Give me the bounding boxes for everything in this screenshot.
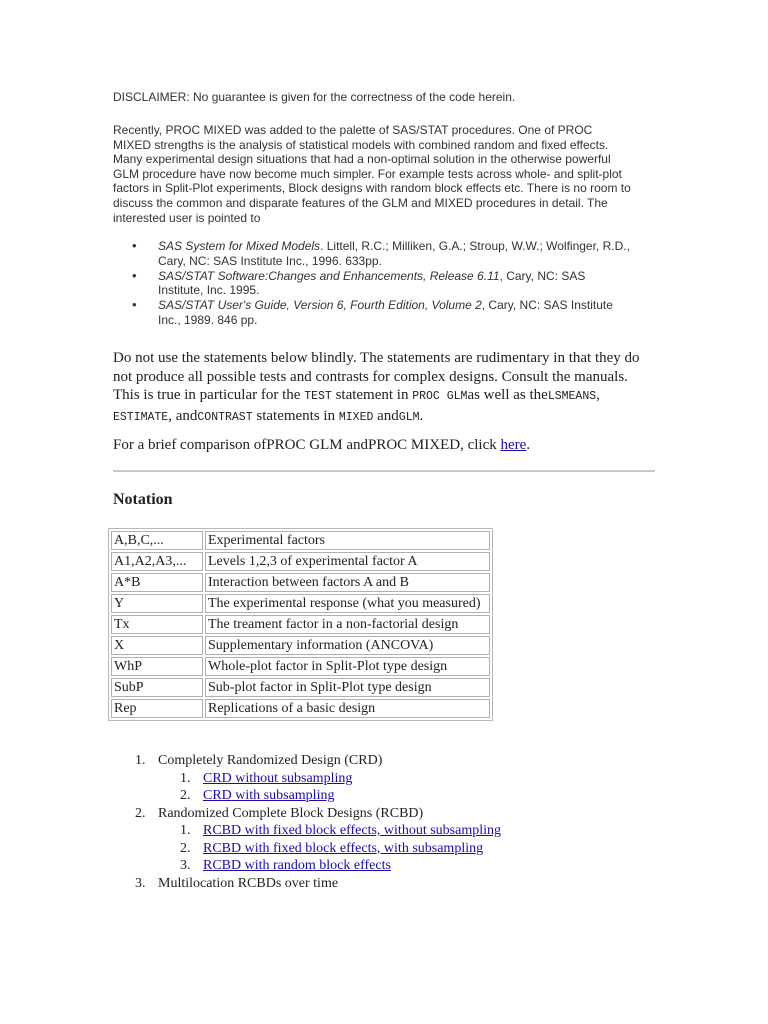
comparison-text: PROC GLM: [266, 437, 343, 453]
table-row: [111, 531, 490, 550]
code-keyword: TEST: [304, 390, 332, 403]
code-keyword: MIXED: [338, 410, 374, 424]
table-row: [111, 552, 490, 571]
list-item: [113, 752, 653, 805]
symbol-cell: X: [111, 636, 203, 655]
caution-line: [113, 386, 653, 407]
reference-details: . Littell, R.C.; Milliken, G.A.; Stroup, W.W.; Wolfinger, R.D.,: [320, 239, 630, 253]
table-row: [111, 594, 490, 613]
symbol-cell: A1,A2,A3,...: [111, 552, 203, 571]
caution-line: not produce all possible tests and contrasts for complex designs. Consult the manuals.: [113, 368, 628, 385]
list-item: [158, 857, 653, 875]
rcbd-random-block-link[interactable]: RCBD with random block effects: [203, 858, 391, 873]
list-number: 1.: [180, 823, 191, 838]
caution-line: [113, 407, 653, 428]
reference-details: , Cary, NC: SAS: [499, 268, 586, 283]
code-keyword: CONTRAST: [197, 410, 253, 424]
intro-line: interested user is pointed to: [113, 210, 261, 225]
comparison-text: PROC MIXED: [368, 437, 461, 453]
meaning-cell: Levels 1,2,3 of experimental factor A: [205, 552, 490, 571]
design-label: Completely Randomized Design (CRD): [158, 753, 383, 768]
reference-item: [113, 269, 673, 298]
table-row: [111, 699, 490, 718]
symbol-cell: A,B,C,...: [111, 531, 203, 550]
caution-text: This is true in particular for the: [113, 387, 305, 403]
reference-item: [113, 298, 673, 327]
bullet-icon: •: [132, 238, 137, 253]
bullet-icon: •: [132, 267, 137, 283]
symbol-cell: SubP: [111, 678, 203, 697]
symbol-cell: A*B: [111, 573, 203, 592]
reference-details: Inc., 1989. 846 pp.: [158, 312, 258, 327]
intro-line: discuss the common and disparate features of the GLM and MIXED procedures in detail. The: [113, 195, 608, 210]
comparison-text: For a brief comparison of: [113, 437, 267, 453]
caution-text: , and: [168, 407, 198, 424]
disclaimer-text: DISCLAIMER: No guarantee is given for the correctness of the code herein.: [113, 90, 516, 104]
list-item: [158, 770, 653, 788]
crd-with-subsampling-link[interactable]: CRD with subsampling: [203, 788, 335, 803]
reference-details: Institute, Inc. 1995.: [158, 283, 260, 298]
meaning-cell: Supplementary information (ANCOVA): [205, 636, 490, 655]
intro-line: GLM procedure have now become much simpler. For example tests across whole- and split-plot: [113, 166, 622, 181]
list-item: [158, 822, 653, 840]
design-label: Multilocation RCBDs over time: [158, 875, 339, 891]
meaning-cell: The treament factor in a non-factorial design: [205, 615, 490, 634]
intro-line: MIXED strengths is the analysis of statistical models with combined random and fixed effects.: [113, 137, 609, 152]
notation-table: [108, 528, 493, 721]
sub-list: [158, 770, 653, 805]
table-row: [111, 615, 490, 634]
symbol-cell: Rep: [111, 699, 203, 718]
comparison-text: and: [342, 437, 368, 453]
meaning-cell: Whole-plot factor in Split-Plot type design: [205, 657, 490, 676]
list-number: 1.: [180, 770, 191, 786]
caution-text: statements in: [252, 407, 339, 424]
crd-without-subsampling-link[interactable]: CRD without subsampling: [203, 770, 353, 786]
comparison-text: .: [526, 437, 531, 453]
caution-text: .: [419, 407, 424, 424]
meaning-cell: Sub-plot factor in Split-Plot type design: [205, 678, 490, 697]
list-item: [158, 787, 653, 805]
intro-line: factors in Split-Plot experiments, Block designs with random block effects etc. There is no room to: [113, 181, 631, 196]
code-keyword: PROC GLM: [412, 390, 468, 403]
reference-title: SAS/STAT Software:Changes and Enhancements, Release 6.11: [158, 268, 500, 283]
meaning-cell: Experimental factors: [205, 531, 490, 550]
code-keyword: LSMEANS: [547, 390, 597, 403]
comparison-line: [113, 436, 653, 455]
symbol-cell: Tx: [111, 615, 203, 634]
table-row: [111, 678, 490, 697]
reference-details: Cary, NC: SAS Institute Inc., 1996. 633pp.: [158, 253, 382, 268]
caution-text: ,: [596, 387, 600, 403]
reference-list: [113, 239, 673, 328]
reference-title: SAS System for Mixed Models: [158, 239, 321, 253]
table-row: [111, 636, 490, 655]
meaning-cell: Replications of a basic design: [205, 699, 490, 718]
code-keyword: ESTIMATE: [113, 410, 169, 424]
horizontal-divider: [113, 470, 655, 472]
list-number: 2.: [135, 805, 146, 821]
sub-list: [158, 822, 653, 875]
intro-line: Recently, PROC MIXED was added to the palette of SAS/STAT procedures. One of PROC: [113, 123, 593, 137]
bullet-icon: •: [132, 297, 137, 313]
intro-paragraph: [113, 123, 658, 225]
design-label: Randomized Complete Block Designs (RCBD): [158, 805, 424, 821]
caution-text: as well as the: [467, 387, 548, 403]
list-number: 3.: [180, 858, 191, 873]
rcbd-fixed-without-subsampling-link[interactable]: RCBD with fixed block effects, without subsampling: [203, 823, 501, 838]
notation-heading: Notation: [113, 491, 173, 508]
list-number: 2.: [180, 840, 191, 856]
list-item: [158, 840, 653, 858]
list-number: 3.: [135, 875, 146, 891]
caution-line: Do not use the statements below blindly. The statements are rudimentary in that they do: [113, 350, 640, 366]
list-number: 2.: [180, 788, 191, 803]
symbol-cell: WhP: [111, 657, 203, 676]
list-number: 1.: [135, 753, 146, 768]
reference-title: SAS/STAT User's Guide, Version 6, Fourth Edition, Volume 2: [158, 298, 482, 313]
design-list: [113, 752, 653, 892]
rcbd-fixed-with-subsampling-link[interactable]: RCBD with fixed block effects, with subsampling: [203, 840, 484, 856]
meaning-cell: The experimental response (what you measured): [205, 594, 490, 613]
here-link[interactable]: here: [500, 437, 527, 453]
table-row: [111, 573, 490, 592]
caution-paragraph: [113, 349, 653, 427]
caution-text: and: [373, 407, 399, 424]
caution-text: statement in: [331, 387, 413, 403]
comparison-text: , click: [460, 437, 501, 453]
meaning-cell: Interaction between factors A and B: [205, 573, 490, 592]
reference-details: , Cary, NC: SAS Institute: [481, 298, 613, 313]
intro-line: Many experimental design situations that had a non-optimal solution in the otherwise powerful: [113, 152, 611, 167]
code-keyword: GLM: [398, 410, 420, 424]
reference-item: [113, 239, 673, 268]
table-row: [111, 657, 490, 676]
symbol-cell: Y: [111, 594, 203, 613]
list-item: [113, 875, 653, 893]
list-item: [113, 805, 653, 875]
